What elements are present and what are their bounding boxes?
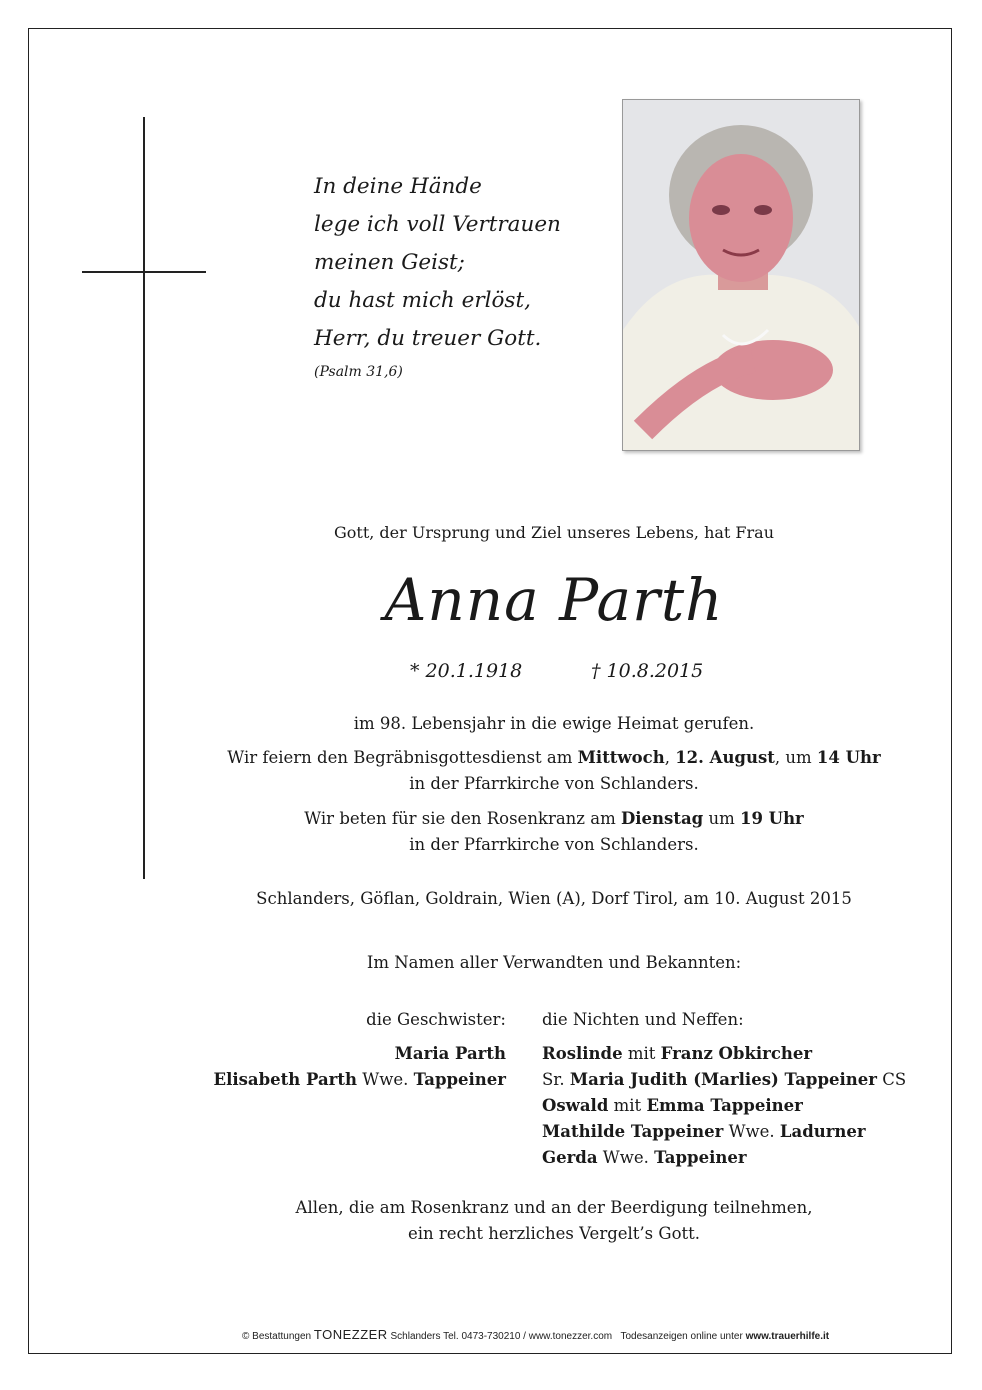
rosary-day: Dienstag bbox=[620, 809, 704, 828]
sibling-name: Elisabeth Parth bbox=[213, 1070, 357, 1089]
niece-name: Mathilde Tappeiner bbox=[542, 1122, 724, 1141]
niece-name: Gerda bbox=[542, 1148, 598, 1167]
niece-partner: Tappeiner bbox=[654, 1148, 747, 1167]
niece-partner: Emma Tappeiner bbox=[646, 1096, 803, 1115]
sibling-name: Maria Parth bbox=[394, 1044, 506, 1063]
birth-date: * 20.1.1918 bbox=[410, 660, 523, 682]
niece-row bbox=[542, 1041, 906, 1067]
niece-partner: Ladurner bbox=[779, 1122, 866, 1141]
siblings-column bbox=[214, 1007, 506, 1093]
intro-text: Gott, der Ursprung und Ziel unseres Lebens, hat Frau bbox=[333, 523, 775, 542]
rosary-place: in der Pfarrkirche von Schlanders. bbox=[409, 835, 699, 854]
niece-name: Maria Judith (Marlies) Tappeiner bbox=[569, 1070, 877, 1089]
footer-url[interactable]: www.trauerhilfe.it bbox=[745, 1331, 830, 1342]
rosary-line bbox=[0, 806, 982, 832]
sibling-mid: Wwe. bbox=[362, 1070, 409, 1089]
psalm-line: du hast mich erlöst, bbox=[314, 288, 531, 313]
niece-mid: Wwe. bbox=[728, 1122, 775, 1141]
niece-post: CS bbox=[882, 1070, 907, 1089]
niece-row bbox=[542, 1067, 906, 1093]
deceased-name: Anna Parth bbox=[384, 566, 724, 634]
niece-mid: mit bbox=[613, 1096, 642, 1115]
thanks-line: Allen, die am Rosenkranz und an der Beerdigung teilnehmen, bbox=[295, 1198, 813, 1217]
psalm-verse bbox=[314, 168, 561, 358]
thanks-text bbox=[0, 1195, 982, 1247]
niece-row bbox=[542, 1145, 906, 1171]
niece-row bbox=[542, 1119, 906, 1145]
funeral-pre: Wir feiern den Begräbnisgottesdienst am bbox=[227, 748, 573, 767]
niece-mid: mit bbox=[627, 1044, 656, 1063]
age-line: im 98. Lebensjahr in die ewige Heimat gerufen. bbox=[353, 714, 755, 733]
footer-online: Todesanzeigen online unter bbox=[620, 1331, 743, 1342]
funeral-mid: , um bbox=[774, 748, 812, 767]
funeral-place: in der Pfarrkirche von Schlanders. bbox=[409, 774, 699, 793]
sibling-name2: Tappeiner bbox=[413, 1070, 506, 1089]
niece-mid: Wwe. bbox=[602, 1148, 649, 1167]
psalm-line: Herr, du treuer Gott. bbox=[314, 326, 542, 351]
nieces-column bbox=[542, 1007, 906, 1171]
cross-horizontal-bar bbox=[82, 271, 206, 273]
psalm-reference: (Psalm 31,6) bbox=[314, 364, 403, 380]
psalm-line: In deine Hände bbox=[314, 174, 482, 199]
portrait-photo bbox=[622, 99, 860, 451]
footer-brand: TONEZZER bbox=[313, 1327, 388, 1342]
rosary-time: 19 Uhr bbox=[739, 809, 804, 828]
nieces-heading: die Nichten und Neffen: bbox=[542, 1010, 744, 1029]
funeral-date: 12. August bbox=[675, 748, 775, 767]
portrait-image bbox=[623, 100, 860, 451]
niece-name: Roslinde bbox=[542, 1044, 623, 1063]
siblings-heading: die Geschwister: bbox=[366, 1010, 506, 1029]
sibling-row bbox=[214, 1067, 506, 1093]
funeral-time: 14 Uhr bbox=[816, 748, 881, 767]
psalm-line: lege ich voll Vertrauen bbox=[314, 212, 561, 237]
funeral-sep: , bbox=[664, 748, 670, 767]
psalm-line: meinen Geist; bbox=[314, 250, 465, 275]
locations-line: Schlanders, Göflan, Goldrain, Wien (A), Dorf Tirol, am 10. August 2015 bbox=[256, 889, 852, 908]
rosary-info bbox=[0, 806, 982, 858]
niece-pre: Sr. bbox=[542, 1070, 565, 1089]
niece-name: Oswald bbox=[542, 1096, 609, 1115]
funeral-line bbox=[0, 745, 982, 771]
rosary-mid: um bbox=[708, 809, 735, 828]
funeral-day: Mittwoch bbox=[577, 748, 665, 767]
on-behalf-line: Im Namen aller Verwandten und Bekannten: bbox=[366, 953, 742, 972]
rosary-pre: Wir beten für sie den Rosenkranz am bbox=[304, 809, 616, 828]
niece-partner: Franz Obkircher bbox=[660, 1044, 813, 1063]
footer-details: Schlanders Tel. 0473-730210 / www.tonezzer.com bbox=[390, 1331, 613, 1342]
footer-prefix: © Bestattungen bbox=[242, 1331, 312, 1342]
footer bbox=[242, 1327, 829, 1342]
death-date: † 10.8.2015 bbox=[591, 660, 704, 682]
thanks-line: ein recht herzliches Vergelt’s Gott. bbox=[407, 1224, 701, 1243]
sibling-row bbox=[214, 1041, 506, 1067]
niece-row bbox=[542, 1093, 906, 1119]
funeral-info bbox=[0, 745, 982, 797]
